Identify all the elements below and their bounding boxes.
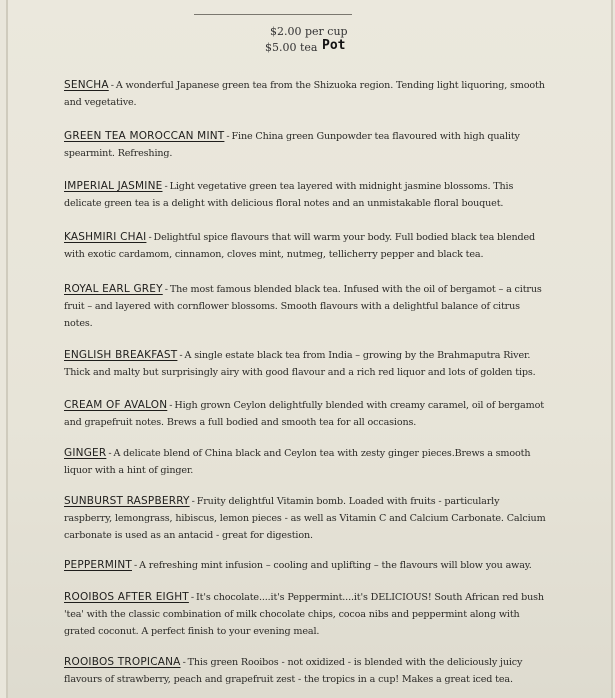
price-per-pot: $5.00 tea <box>265 41 318 54</box>
price-per-cup: $2.00 per cup <box>270 25 348 38</box>
tea-item-rooibos-after-eight: ROOIBOS AFTER EIGHT - It's chocolate....it's Peppermint....it's DELICIOUS! South African red bush 'tea' with the classic combination of milk chocolate chips, cocoa nibs and peppermint along with grated coconut. A perfect finish to your evening meal. <box>64 591 544 637</box>
tea-name: GINGER <box>64 447 107 459</box>
tea-item-royal-earl-grey: ROYAL EARL GREY - The most famous blended black tea. Infused with the oil of bergamot – a citrus fruit – and layered with cornflower blossoms. Smooth flavours with a delightful balance of citrus notes. <box>64 283 542 329</box>
header-divider <box>194 14 352 15</box>
tea-name: GREEN TEA MOROCCAN MINT <box>64 130 225 142</box>
tea-item-peppermint: PEPPERMINT - A refreshing mint infusion – cooling and uplifting – the flavours will blow you away. <box>64 559 532 571</box>
tea-item-english-breakfast: ENGLISH BREAKFAST - A single estate black tea from India – growing by the Brahmaputra River. Thick and malty but surprisingly airy with good flavour and a rich red liquor and lots of golden tips. <box>64 349 536 378</box>
tea-description: A delicate blend of China black and Ceylon tea with zesty ginger pieces.Brews a smooth liquor with a hint of ginger. <box>64 448 531 476</box>
tea-name: ENGLISH BREAKFAST <box>64 349 178 361</box>
tea-description: The most famous blended black tea. Infused with the oil of bergamot – a citrus fruit – and layered with cornflower blossoms. Smooth flavours with a delightful balance of citrus notes. <box>64 284 542 329</box>
tea-description: It's chocolate....it's Peppermint....it's DELICIOUS! South African red bush 'tea' with the classic combination of milk chocolate chips, cocoa nibs and peppermint along with grated coconut. A perfect finish to your evening meal. <box>64 592 544 637</box>
tea-description: Light vegetative green tea layered with midnight jasmine blossoms. This delicate green tea is a delight with delicious floral notes and an unmistakable floral bouquet. <box>64 181 514 209</box>
tea-name: ROYAL EARL GREY <box>64 283 163 295</box>
tea-description: A refreshing mint infusion – cooling and uplifting – the flavours will blow you away. <box>139 560 532 571</box>
tea-name: ROOIBOS AFTER EIGHT <box>64 591 189 603</box>
tea-description: Fruity delightful Vitamin bomb. Loaded with fruits - particularly raspberry, lemongrass, hibiscus, lemon pieces - as well as Vitamin C and Calcium Carbonate. Calcium carbonate is used as an antacid - great for digestion. <box>64 496 546 541</box>
tea-item-cream-of-avalon: CREAM OF AVALON - High grown Ceylon delightfully blended with creamy caramel, oil of bergamot and grapefruit notes. Brews a full bodied and smooth tea for all occasions. <box>64 399 544 428</box>
tea-description: A wonderful Japanese green tea from the Shizuoka region. Tending light liquoring, smooth and vegetative. <box>64 80 545 108</box>
tea-name: KASHMIRI CHAI <box>64 231 147 243</box>
tea-name: PEPPERMINT <box>64 559 132 571</box>
menu-sheet <box>6 0 613 698</box>
tea-name: SUNBURST RASPBERRY <box>64 495 190 507</box>
tea-name: ROOIBOS TROPICANA <box>64 656 181 668</box>
tea-name: CREAM OF AVALON <box>64 399 168 411</box>
tea-description: This green Rooibos - not oxidized - is blended with the deliciously juicy flavours of strawberry, peach and grapefruit zest - the tropics in a cup! Makes a great iced tea. <box>64 657 523 685</box>
tea-item-sencha: SENCHA - A wonderful Japanese green tea from the Shizuoka region. Tending light liquoring, smooth and vegetative. <box>64 79 545 108</box>
tea-description: A single estate black tea from India – growing by the Brahmaputra River. Thick and malty but surprisingly airy with good flavour and a rich red liquor and lots of golden tips. <box>64 350 536 378</box>
tea-description: Fine China green Gunpowder tea flavoured with high quality spearmint. Refreshing. <box>64 131 520 159</box>
tea-item-ginger: GINGER - A delicate blend of China black and Ceylon tea with zesty ginger pieces.Brews a smooth liquor with a hint of ginger. <box>64 447 531 476</box>
tea-item-kashmiri-chai: KASHMIRI CHAI - Delightful spice flavours that will warm your body. Full bodied black tea blended with exotic cardamom, cinnamon, cloves mint, nutmeg, tellicherry pepper and black tea. <box>64 231 536 260</box>
tea-name: SENCHA <box>64 79 109 91</box>
tea-name: IMPERIAL JASMINE <box>64 180 163 192</box>
tea-description: Delightful spice flavours that will warm your body. Full bodied black tea blended with exotic cardamom, cinnamon, cloves mint, nutmeg, tellicherry pepper and black tea. <box>64 232 536 260</box>
tea-item-imperial-jasmine: IMPERIAL JASMINE - Light vegetative green tea layered with midnight jasmine blossoms. This delicate green tea is a delight with delicious floral notes and an unmistakable floral bouquet. <box>64 180 514 209</box>
tea-description: High grown Ceylon delightfully blended with creamy caramel, oil of bergamot and grapefruit notes. Brews a full bodied and smooth tea for all occasions. <box>64 400 544 428</box>
tea-item-rooibos-tropicana: ROOIBOS TROPICANA - This green Rooibos - not oxidized - is blended with the deliciously juicy flavours of strawberry, peach and grapefruit zest - the tropics in a cup! Makes a great iced tea. <box>64 656 523 685</box>
tea-item-green-tea-moroccan-mint: GREEN TEA MOROCCAN MINT - Fine China green Gunpowder tea flavoured with high quality spearmint. Refreshing. <box>64 130 520 159</box>
pot-handwritten-note: Pot <box>322 38 346 53</box>
tea-item-sunburst-raspberry: SUNBURST RASPBERRY - Fruity delightful Vitamin bomb. Loaded with fruits - particularly raspberry, lemongrass, hibiscus, lemon pieces - as well as Vitamin C and Calcium Carbonate. Calcium carbonate is used as an antacid - great for digestion. <box>64 495 546 541</box>
